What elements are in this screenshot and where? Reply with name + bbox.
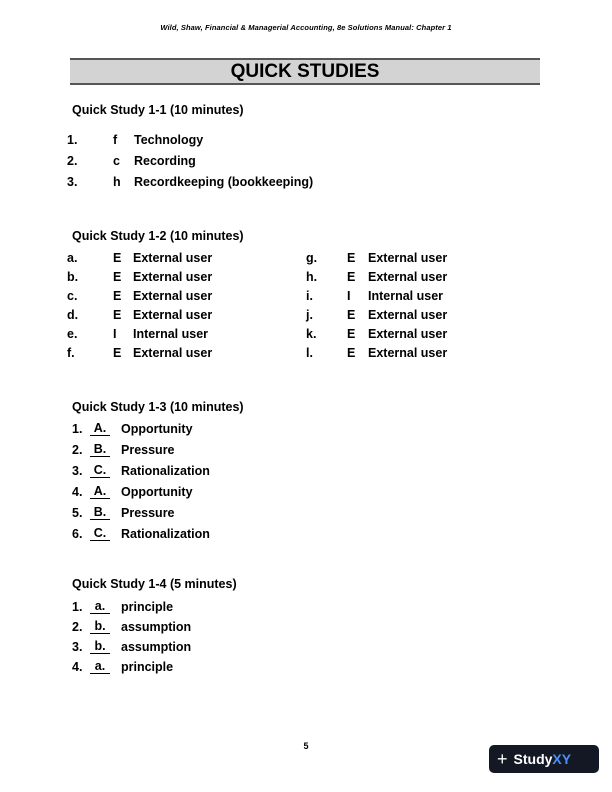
list-item: 3. b. assumption (72, 639, 192, 654)
answer-blank: a. (90, 660, 110, 674)
list-item: a. E External user (67, 251, 213, 265)
list-item: f. E External user (67, 346, 213, 360)
answer-blank: b. (90, 640, 110, 654)
list-item: c. E External user (67, 289, 213, 303)
qs4-heading: Quick Study 1-4 (5 minutes) (72, 577, 237, 591)
list-item: 2. B. Pressure (72, 442, 175, 457)
qs2-heading: Quick Study 1-2 (10 minutes) (72, 229, 244, 243)
list-item: 1. a. principle (72, 599, 174, 614)
list-item: i. I Internal user (306, 289, 444, 303)
answer-blank: B. (90, 443, 110, 457)
list-item: 4. a. principle (72, 659, 174, 674)
badge-xy-text: XY (552, 751, 572, 767)
studyxy-badge[interactable] (489, 745, 599, 773)
list-item: 6. C. Rationalization (72, 526, 210, 541)
page-number: 5 (303, 741, 309, 751)
running-header: Wild, Shaw, Financial & Managerial Accounting, 8e Solutions Manual: Chapter 1 (160, 23, 452, 32)
list-item: 1. A. Opportunity (72, 421, 193, 436)
list-item: l. E External user (306, 346, 448, 360)
answer-blank: A. (90, 485, 110, 499)
qs1-heading: Quick Study 1-1 (10 minutes) (72, 103, 244, 117)
list-item: 1. f Technology (67, 133, 204, 147)
answer-blank: B. (90, 506, 110, 520)
answer-blank: A. (90, 422, 110, 436)
badge-study-text: Study (513, 751, 553, 767)
answer-blank: a. (90, 600, 110, 614)
list-item: 2. b. assumption (72, 619, 192, 634)
list-item: 5. B. Pressure (72, 505, 175, 520)
answer-blank: C. (90, 464, 110, 478)
list-item: k. E External user (306, 327, 448, 341)
list-item: g. E External user (306, 251, 448, 265)
qs3-heading: Quick Study 1-3 (10 minutes) (72, 400, 244, 414)
list-item: j. E External user (306, 308, 448, 322)
list-item: d. E External user (67, 308, 213, 322)
answer-blank: b. (90, 620, 110, 634)
list-item: 3. h Recordkeeping (bookkeeping) (67, 175, 314, 189)
list-item: b. E External user (67, 270, 213, 284)
section-banner: QUICK STUDIES (70, 58, 540, 85)
list-item: e. I Internal user (67, 327, 209, 341)
list-item: 3. C. Rationalization (72, 463, 210, 478)
list-item: h. E External user (306, 270, 448, 284)
list-item: 2. c Recording (67, 154, 196, 168)
answer-blank: C. (90, 527, 110, 541)
plus-icon: + (497, 749, 508, 769)
list-item: 4. A. Opportunity (72, 484, 193, 499)
